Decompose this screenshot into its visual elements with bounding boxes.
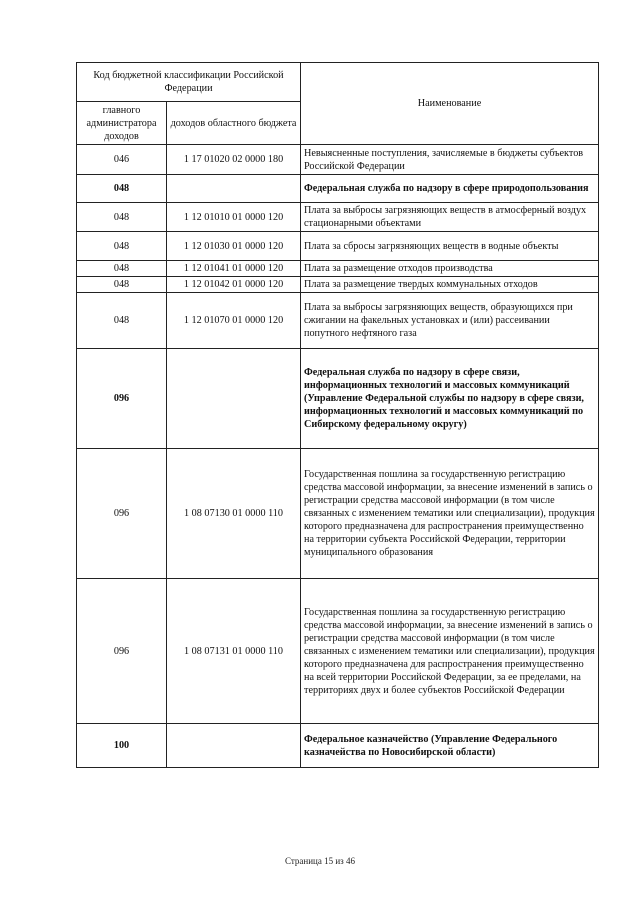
income-code-cell: 1 12 01010 01 0000 120 <box>167 203 301 232</box>
income-code-cell: 1 08 07131 01 0000 110 <box>167 579 301 724</box>
income-code-cell: 1 08 07130 01 0000 110 <box>167 449 301 579</box>
table-row <box>77 145 599 175</box>
income-code-cell <box>167 349 301 449</box>
table-row <box>77 277 599 293</box>
table-header-row-1 <box>77 63 599 102</box>
table-row <box>77 449 599 579</box>
admin-code-cell: 048 <box>77 175 167 203</box>
name-cell: Плата за выбросы загрязняющих веществ в атмосферный воздух стационарными объектами <box>301 203 599 232</box>
name-cell: Федеральное казначейство (Управление Федерального казначейства по Новосибирской области) <box>301 724 599 768</box>
header-group-label: Код бюджетной классификации Российской Федерации <box>77 63 301 102</box>
header-code-label: доходов областного бюджета <box>167 102 301 145</box>
admin-code-cell: 048 <box>77 232 167 261</box>
table-row <box>77 579 599 724</box>
name-cell: Государственная пошлина за государственную регистрацию средства массовой информации, за внесение изменений в запись о регистрации средства массовой информации (в том числе связанных с изменением тематики или специализации), продукция которого предназначена для распространения преимущественно на всей территории Российской Федерации, за ее пределами, на территориях двух и более субъектов Российской Федерации <box>301 579 599 724</box>
table-row <box>77 293 599 349</box>
income-code-cell <box>167 175 301 203</box>
name-cell: Государственная пошлина за государственную регистрацию средства массовой информации, за внесение изменений в запись о регистрации средства массовой информации (в том числе связанных с изменением тематики или специализации), продукция которого предназначена для распространения преимущественно на территории субъекта Российской Федерации, территории муниципального образования <box>301 449 599 579</box>
name-cell: Невыясненные поступления, зачисляемые в бюджеты субъектов Российской Федерации <box>301 145 599 175</box>
income-code-cell: 1 17 01020 02 0000 180 <box>167 145 301 175</box>
header-name-label: Наименование <box>301 63 599 145</box>
admin-code-cell: 046 <box>77 145 167 175</box>
admin-code-cell: 096 <box>77 449 167 579</box>
income-code-cell: 1 12 01041 01 0000 120 <box>167 261 301 277</box>
admin-code-cell: 048 <box>77 261 167 277</box>
income-code-cell: 1 12 01042 01 0000 120 <box>167 277 301 293</box>
income-code-cell: 1 12 01070 01 0000 120 <box>167 293 301 349</box>
name-cell: Плата за сбросы загрязняющих веществ в водные объекты <box>301 232 599 261</box>
table-row <box>77 261 599 277</box>
income-code-cell <box>167 724 301 768</box>
table-row <box>77 232 599 261</box>
table-row <box>77 175 599 203</box>
admin-code-cell: 048 <box>77 203 167 232</box>
admin-code-cell: 096 <box>77 349 167 449</box>
income-code-cell: 1 12 01030 01 0000 120 <box>167 232 301 261</box>
name-cell: Федеральная служба по надзору в сфере связи, информационных технологий и массовых коммуникаций (Управление Федеральной службы по надзору в сфере связи, информационных технологий и массовых коммуникаций по Сибирскому федеральному округу) <box>301 349 599 449</box>
name-cell: Плата за выбросы загрязняющих веществ, образующихся при сжигании на факельных установках и (или) рассеивании попутного нефтяного газа <box>301 293 599 349</box>
name-cell: Федеральная служба по надзору в сфере природопользования <box>301 175 599 203</box>
table-body <box>77 145 599 768</box>
budget-classification-table <box>76 62 599 768</box>
admin-code-cell: 100 <box>77 724 167 768</box>
admin-code-cell: 096 <box>77 579 167 724</box>
admin-code-cell: 048 <box>77 293 167 349</box>
table-row <box>77 349 599 449</box>
name-cell: Плата за размещение твердых коммунальных отходов <box>301 277 599 293</box>
page-number: Страница 15 из 46 <box>285 856 355 866</box>
table-row <box>77 203 599 232</box>
name-cell: Плата за размещение отходов производства <box>301 261 599 277</box>
admin-code-cell: 048 <box>77 277 167 293</box>
header-admin-label: главного администратора доходов <box>77 102 167 145</box>
table-row <box>77 724 599 768</box>
